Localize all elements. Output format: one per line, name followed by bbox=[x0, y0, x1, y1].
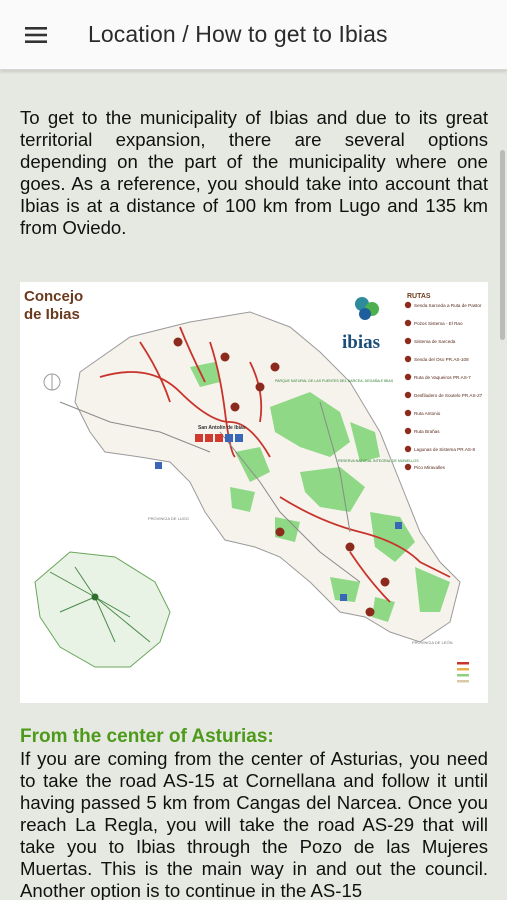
hamburger-menu-button[interactable] bbox=[0, 0, 72, 70]
prov-lugo-label: PROVINCIA DE LUGO bbox=[148, 516, 189, 521]
route-1: Senda Sarceda a Ruta de Pastor bbox=[414, 303, 482, 308]
route-9: Lagunas de Sistema PR.AS-8 bbox=[414, 447, 476, 452]
town-label: San Antolín de Ibias bbox=[198, 425, 246, 431]
route-4: Senda del Oso PR.AS-108 bbox=[414, 357, 469, 362]
route-5: Ruta de Vaqueiros PR.AS-7 bbox=[414, 375, 471, 380]
prov-leon-label: PROVINCIA DE LEÓN bbox=[412, 640, 453, 645]
route-10: Pico Miravalles bbox=[414, 465, 445, 470]
route-3: Sistema de Sarceda bbox=[414, 339, 456, 344]
reserve-label: RESERVA NATURAL INTEGRAL DE MUNIELLOS bbox=[338, 459, 419, 463]
ibias-map-image bbox=[20, 282, 488, 703]
routes-heading: RUTAS bbox=[407, 293, 431, 300]
route-2: Pozos Sistema - El Rao bbox=[414, 321, 463, 326]
map-title-line2: de Ibias bbox=[24, 306, 80, 323]
route-7: Ruta Antonio bbox=[414, 411, 441, 416]
intro-paragraph: To get to the municipality of Ibias and due to its great territorial expansion, there are several options depending on the part of the municipality where one goes. As a reference, you should take into account that Ibias is at a distance of 100 km from Lugo and 135 km from Oviedo. bbox=[20, 107, 488, 238]
map-title-line1: Concejo bbox=[24, 288, 84, 305]
hamburger-menu-icon bbox=[24, 26, 48, 44]
map-mini-legend bbox=[457, 662, 469, 683]
section-heading: From the center of Asturias: bbox=[20, 726, 274, 747]
scrollbar[interactable] bbox=[500, 150, 505, 340]
route-8: Ruta Brañas bbox=[414, 429, 440, 434]
park-label: PARQUE NATURAL DE LAS FUENTES DEL NARCEA, DEGAÑA E IBIAS bbox=[275, 379, 394, 383]
page-content[interactable] bbox=[0, 70, 507, 900]
app-bar bbox=[0, 0, 507, 70]
section-paragraph: If you are coming from the center of Asturias, you need to take the road AS-15 at Cornellana and follow it until having passed 5 km from Cangas del Narcea. Once you reach La Regla, you will take the road AS-29 that will take you to Ibias through the Pozo de las Mujeres Muertas. This is the main way in and out the council. Another option is to continue in the AS-15 bbox=[20, 748, 488, 900]
inset-map bbox=[35, 552, 170, 667]
route-6: Desfiladero de Soutelo PR.AS-27 bbox=[414, 393, 483, 398]
logo-text: ibias bbox=[342, 332, 381, 353]
routes-legend bbox=[405, 302, 483, 470]
ibias-logo bbox=[355, 297, 379, 320]
page-title: Location / How to get to Ibias bbox=[88, 21, 388, 47]
